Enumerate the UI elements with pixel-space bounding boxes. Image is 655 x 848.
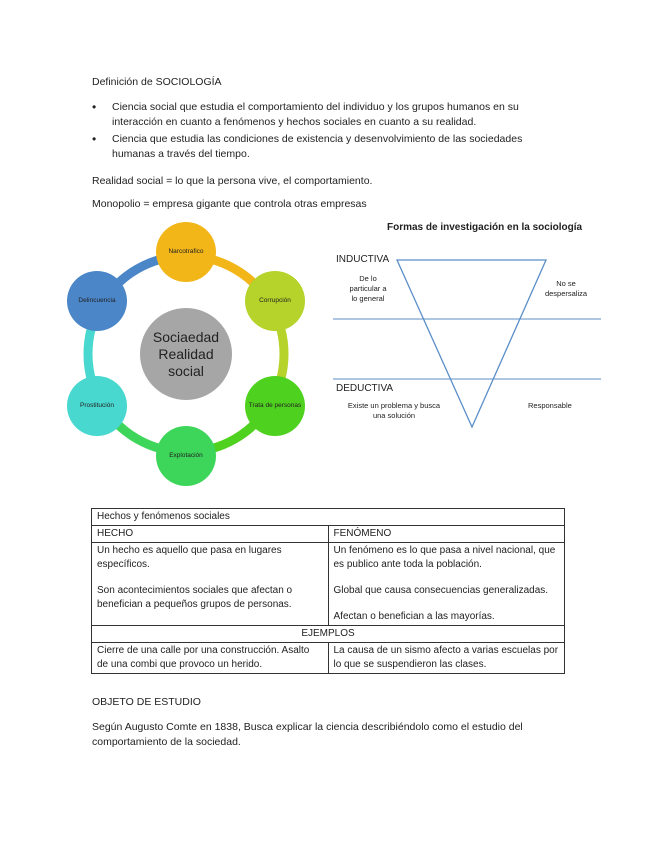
forms-title: Formas de investigación en la sociología [387, 222, 583, 233]
node-label: Delincuencia [78, 297, 116, 304]
inductiva-left-text [343, 274, 393, 304]
definition-item: • Ciencia social que estudia el comportamiento del individuo y los grupos humanos en su interacción en cuanto a fenómenos y hechos sociales en cuanto a su realidad. [92, 100, 552, 130]
deductiva-left-text [335, 401, 453, 421]
ejemplo-fenomeno-cell: La causa de un sismo afecto a varias escuelas por lo que se suspendieron las clases. [328, 643, 565, 674]
text-line: No se [556, 279, 576, 288]
comte-paragraph: Según Augusto Comte en 1838, Busca explicar la ciencia describiéndolo como el estudio del comportamiento de la sociedad. [92, 721, 523, 748]
fenomeno-text: Afectan o benefician a las mayorías. [333, 611, 495, 622]
node-label: Corrupción [259, 297, 291, 304]
fenomeno-cell [328, 543, 565, 626]
monopolio-text: Monopolio = empresa gigante que controla otras empresas [92, 198, 367, 210]
definition-list [92, 100, 552, 164]
text-line: lo general [351, 294, 385, 303]
realidad-social-text: Realidad social = lo que la persona vive, el comportamiento. [92, 175, 373, 187]
deductiva-right-text: Responsable [528, 401, 572, 410]
table-row [92, 626, 565, 643]
deductiva-label: DEDUCTIVA [336, 383, 394, 394]
table-row [92, 543, 565, 626]
text-line: Existe un problema y busca [347, 401, 441, 410]
fenomeno-text: Global que causa consecuencias generalizadas. [333, 585, 549, 596]
cycle-node-delincuencia [67, 271, 127, 331]
text-line: despersaliza [544, 289, 588, 298]
hecho-text: Son acontecimientos sociales que afectan o benefician a pequeños grupos de personas. [97, 585, 293, 610]
hecho-cell [92, 543, 329, 626]
text-line: particular a [349, 284, 387, 293]
node-label: Narcotrafico [168, 248, 204, 255]
table-row [92, 526, 565, 543]
cycle-center-line: social [168, 362, 204, 379]
fenomeno-text: Un fenómeno es lo que pasa a nivel nacional, que es publico ante toda la población. [333, 545, 556, 570]
inductiva-label: INDUCTIVA [336, 254, 390, 265]
ejemplos-header: EJEMPLOS [92, 626, 565, 643]
cycle-node-corrupcion [245, 271, 305, 331]
hecho-text: Un hecho es aquello que pasa en lugares específicos. [97, 545, 282, 570]
cycle-center-line: Sociaedad [152, 328, 220, 345]
cycle-center [140, 308, 232, 400]
hechos-fenomenos-table [91, 508, 565, 674]
col-header-fenomeno: FENÓMENO [328, 526, 565, 543]
text-line: De lo [359, 274, 377, 283]
definition-item: • Ciencia que estudia las condiciones de existencia y desenvolvimiento de las sociedades humanas a través del tiempo. [92, 132, 552, 162]
node-label: Prostitución [80, 402, 114, 409]
cycle-center-line: Realidad [158, 345, 214, 362]
objeto-heading: OBJETO DE ESTUDIO [92, 696, 201, 708]
cycle-node-narcotrafico [156, 222, 216, 282]
ejemplo-hecho-cell: Cierre de una calle por una construcción. Asalto de una combi que provoco un herido. [92, 643, 329, 674]
table-title: Hechos y fenómenos sociales [92, 509, 565, 526]
node-label: Explotación [169, 452, 203, 459]
col-header-hecho: HECHO [92, 526, 329, 543]
cycle-node-explotacion [156, 426, 216, 486]
page-heading: Definición de SOCIOLOGÍA [92, 76, 222, 88]
table-row [92, 509, 565, 526]
table-row [92, 643, 565, 674]
cycle-diagram [62, 220, 312, 490]
inductiva-right-text [541, 279, 591, 299]
cycle-node-prostitucion [67, 376, 127, 436]
node-label: Trata de personas [248, 402, 302, 409]
cycle-node-trata [245, 376, 305, 436]
text-line: una solución [372, 411, 416, 420]
forms-diagram [333, 218, 603, 438]
